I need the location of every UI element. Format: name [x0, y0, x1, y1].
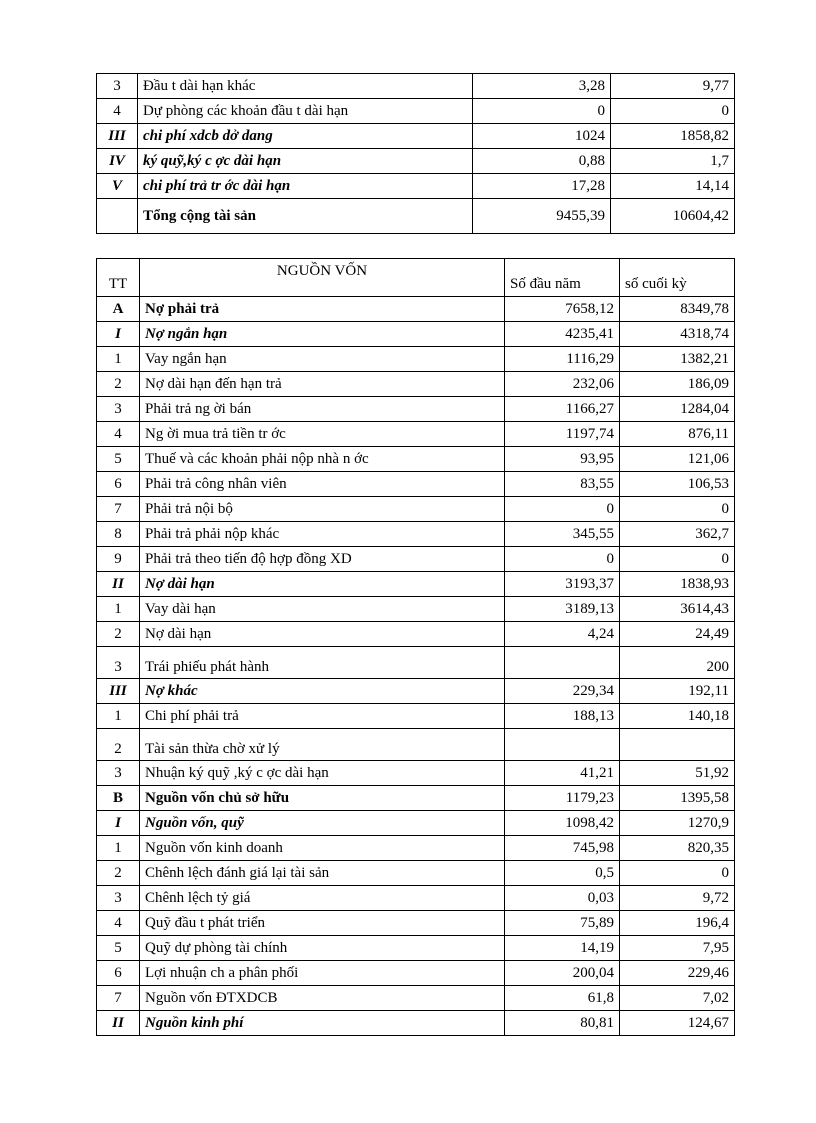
capital-tt: A	[97, 297, 140, 322]
capital-name: Phải trả nội bộ	[140, 497, 505, 522]
asset-total-end-value: 10604,42	[611, 199, 735, 234]
asset-name: ký quỹ,ký c ợc dài hạn	[138, 149, 473, 174]
asset-total-label: Tổng cộng tài sản	[138, 199, 473, 234]
capital-end-value: 362,7	[620, 522, 735, 547]
capital-tt: I	[97, 322, 140, 347]
capital-start-value: 1098,42	[505, 811, 620, 836]
capital-end-value: 7,02	[620, 986, 735, 1011]
asset-name: chi phí trả tr ớc dài hạn	[138, 174, 473, 199]
capital-end-value: 106,53	[620, 472, 735, 497]
capital-name: Thuế và các khoản phải nộp nhà n ớc	[140, 447, 505, 472]
capital-name: Tài sản thừa chờ xử lý	[140, 729, 505, 761]
asset-start-value: 0	[473, 99, 611, 124]
capital-row	[97, 936, 735, 961]
asset-tt: 4	[97, 99, 138, 124]
capital-end-value	[620, 729, 735, 761]
capital-end-value: 229,46	[620, 961, 735, 986]
header-start: Số đầu năm	[505, 259, 620, 297]
capital-name: Phải trả công nhân viên	[140, 472, 505, 497]
asset-row	[97, 124, 735, 149]
capital-row	[97, 729, 735, 761]
capital-tt: 2	[97, 729, 140, 761]
capital-end-value: 186,09	[620, 372, 735, 397]
capital-row	[97, 836, 735, 861]
capital-row	[97, 422, 735, 447]
capital-start-value: 0	[505, 497, 620, 522]
capital-row	[97, 322, 735, 347]
capital-tt: 3	[97, 761, 140, 786]
capital-name: Chênh lệch đánh giá lại tài sản	[140, 861, 505, 886]
capital-row	[97, 679, 735, 704]
capital-row	[97, 372, 735, 397]
capital-end-value: 7,95	[620, 936, 735, 961]
capital-start-value: 80,81	[505, 1011, 620, 1036]
capital-row	[97, 497, 735, 522]
capital-tt: 2	[97, 622, 140, 647]
capital-name: Nguồn kinh phí	[140, 1011, 505, 1036]
capital-start-value: 41,21	[505, 761, 620, 786]
capital-row	[97, 911, 735, 936]
capital-name: Quỹ dự phòng tài chính	[140, 936, 505, 961]
asset-start-value: 1024	[473, 124, 611, 149]
capital-tt: 2	[97, 372, 140, 397]
capital-tt: 6	[97, 961, 140, 986]
asset-end-value: 9,77	[611, 74, 735, 99]
capital-end-value: 1838,93	[620, 572, 735, 597]
capital-row	[97, 572, 735, 597]
capital-start-value: 1197,74	[505, 422, 620, 447]
capital-tt: III	[97, 679, 140, 704]
asset-tt: 3	[97, 74, 138, 99]
capital-start-value: 4235,41	[505, 322, 620, 347]
capital-tt: II	[97, 572, 140, 597]
asset-tt: V	[97, 174, 138, 199]
capital-start-value	[505, 729, 620, 761]
capital-start-value: 61,8	[505, 986, 620, 1011]
asset-total-row	[97, 199, 735, 234]
capital-name: Nguồn vốn ĐTXDCB	[140, 986, 505, 1011]
capital-end-value: 140,18	[620, 704, 735, 729]
capital-name: Quỹ đầu t phát triển	[140, 911, 505, 936]
capital-tt: 7	[97, 497, 140, 522]
capital-start-value: 1166,27	[505, 397, 620, 422]
capital-tt: II	[97, 1011, 140, 1036]
capital-row	[97, 472, 735, 497]
capital-row	[97, 704, 735, 729]
capital-end-value: 1284,04	[620, 397, 735, 422]
asset-tt: IV	[97, 149, 138, 174]
capital-tt: 1	[97, 597, 140, 622]
capital-tt: 8	[97, 522, 140, 547]
capital-end-value: 121,06	[620, 447, 735, 472]
capital-start-value: 0	[505, 547, 620, 572]
capital-end-value: 24,49	[620, 622, 735, 647]
capital-start-value: 200,04	[505, 961, 620, 986]
asset-start-value: 0,88	[473, 149, 611, 174]
capital-tt: 4	[97, 911, 140, 936]
capital-name: Nợ khác	[140, 679, 505, 704]
asset-name: Đầu t dài hạn khác	[138, 74, 473, 99]
capital-start-value: 188,13	[505, 704, 620, 729]
capital-end-value: 4318,74	[620, 322, 735, 347]
capital-start-value: 3193,37	[505, 572, 620, 597]
capital-start-value: 0,03	[505, 886, 620, 911]
capital-start-value: 7658,12	[505, 297, 620, 322]
header-end: số cuối kỳ	[620, 259, 735, 297]
capital-tt: 4	[97, 422, 140, 447]
capital-table-header-row	[97, 259, 735, 297]
capital-name: Nợ dài hạn đến hạn trả	[140, 372, 505, 397]
capital-row	[97, 1011, 735, 1036]
capital-name: Nợ dài hạn	[140, 622, 505, 647]
capital-start-value: 1179,23	[505, 786, 620, 811]
capital-name: Lợi nhuận ch a phân phối	[140, 961, 505, 986]
capital-end-value: 876,11	[620, 422, 735, 447]
capital-start-value	[505, 647, 620, 679]
asset-row	[97, 174, 735, 199]
asset-row	[97, 74, 735, 99]
capital-row	[97, 811, 735, 836]
capital-end-value: 192,11	[620, 679, 735, 704]
capital-start-value: 4,24	[505, 622, 620, 647]
capital-name: Nguồn vốn chủ sở hữu	[140, 786, 505, 811]
capital-row	[97, 786, 735, 811]
capital-tt: 6	[97, 472, 140, 497]
capital-end-value: 0	[620, 497, 735, 522]
capital-end-value: 51,92	[620, 761, 735, 786]
capital-start-value: 229,34	[505, 679, 620, 704]
capital-end-value: 1270,9	[620, 811, 735, 836]
capital-row	[97, 861, 735, 886]
capital-end-value: 196,4	[620, 911, 735, 936]
asset-end-value: 1,7	[611, 149, 735, 174]
asset-total-tt	[97, 199, 138, 234]
asset-tt: III	[97, 124, 138, 149]
capital-start-value: 345,55	[505, 522, 620, 547]
capital-row	[97, 886, 735, 911]
capital-end-value: 3614,43	[620, 597, 735, 622]
capital-tt: 3	[97, 886, 140, 911]
header-tt: TT	[97, 259, 140, 297]
capital-start-value: 14,19	[505, 936, 620, 961]
capital-end-value: 1382,21	[620, 347, 735, 372]
capital-row	[97, 547, 735, 572]
asset-end-value: 14,14	[611, 174, 735, 199]
capital-row	[97, 761, 735, 786]
capital-start-value: 0,5	[505, 861, 620, 886]
asset-start-value: 17,28	[473, 174, 611, 199]
asset-table-body	[97, 74, 735, 234]
capital-end-value: 124,67	[620, 1011, 735, 1036]
capital-tt: 1	[97, 836, 140, 861]
capital-name: Nguồn vốn, quỹ	[140, 811, 505, 836]
asset-total-start-value: 9455,39	[473, 199, 611, 234]
capital-name: Chi phí phải trả	[140, 704, 505, 729]
capital-table	[96, 258, 735, 1036]
capital-row	[97, 986, 735, 1011]
capital-end-value: 0	[620, 861, 735, 886]
capital-row	[97, 447, 735, 472]
capital-tt: 5	[97, 447, 140, 472]
capital-name: Chênh lệch tỷ giá	[140, 886, 505, 911]
capital-name: Nhuận ký quỹ ,ký c ợc dài hạn	[140, 761, 505, 786]
capital-start-value: 75,89	[505, 911, 620, 936]
capital-tt: I	[97, 811, 140, 836]
capital-start-value: 1116,29	[505, 347, 620, 372]
capital-row	[97, 397, 735, 422]
capital-row	[97, 347, 735, 372]
asset-table	[96, 73, 735, 234]
capital-row	[97, 297, 735, 322]
capital-end-value: 8349,78	[620, 297, 735, 322]
capital-name: Phải trả theo tiến độ hợp đồng XD	[140, 547, 505, 572]
capital-start-value: 3189,13	[505, 597, 620, 622]
capital-table-body	[97, 259, 735, 1036]
capital-row	[97, 597, 735, 622]
capital-tt: 9	[97, 547, 140, 572]
capital-start-value: 83,55	[505, 472, 620, 497]
capital-end-value: 9,72	[620, 886, 735, 911]
capital-tt: 3	[97, 397, 140, 422]
capital-start-value: 745,98	[505, 836, 620, 861]
asset-end-value: 1858,82	[611, 124, 735, 149]
capital-tt: 3	[97, 647, 140, 679]
capital-end-value: 1395,58	[620, 786, 735, 811]
asset-row	[97, 99, 735, 124]
capital-name: Phải trả phải nộp khác	[140, 522, 505, 547]
capital-tt: B	[97, 786, 140, 811]
capital-tt: 1	[97, 347, 140, 372]
capital-name: Trái phiếu phát hành	[140, 647, 505, 679]
capital-end-value: 0	[620, 547, 735, 572]
capital-end-value: 820,35	[620, 836, 735, 861]
capital-row	[97, 961, 735, 986]
asset-name: chi phí xdcb dở dang	[138, 124, 473, 149]
asset-start-value: 3,28	[473, 74, 611, 99]
capital-row	[97, 522, 735, 547]
capital-tt: 7	[97, 986, 140, 1011]
asset-name: Dự phòng các khoản đầu t dài hạn	[138, 99, 473, 124]
capital-start-value: 93,95	[505, 447, 620, 472]
capital-row	[97, 647, 735, 679]
capital-end-value: 200	[620, 647, 735, 679]
asset-end-value: 0	[611, 99, 735, 124]
asset-row	[97, 149, 735, 174]
capital-start-value: 232,06	[505, 372, 620, 397]
capital-tt: 2	[97, 861, 140, 886]
capital-name: Nợ dài hạn	[140, 572, 505, 597]
capital-name: Ng ời mua trả tiền tr ớc	[140, 422, 505, 447]
capital-tt: 1	[97, 704, 140, 729]
capital-name: Nợ phải trả	[140, 297, 505, 322]
capital-row	[97, 622, 735, 647]
capital-name: Phải trả ng ời bán	[140, 397, 505, 422]
header-name: NGUỒN VỐN	[140, 259, 505, 297]
capital-tt: 5	[97, 936, 140, 961]
capital-name: Vay dài hạn	[140, 597, 505, 622]
capital-name: Vay ngắn hạn	[140, 347, 505, 372]
capital-name: Nguồn vốn kinh doanh	[140, 836, 505, 861]
capital-name: Nợ ngắn hạn	[140, 322, 505, 347]
